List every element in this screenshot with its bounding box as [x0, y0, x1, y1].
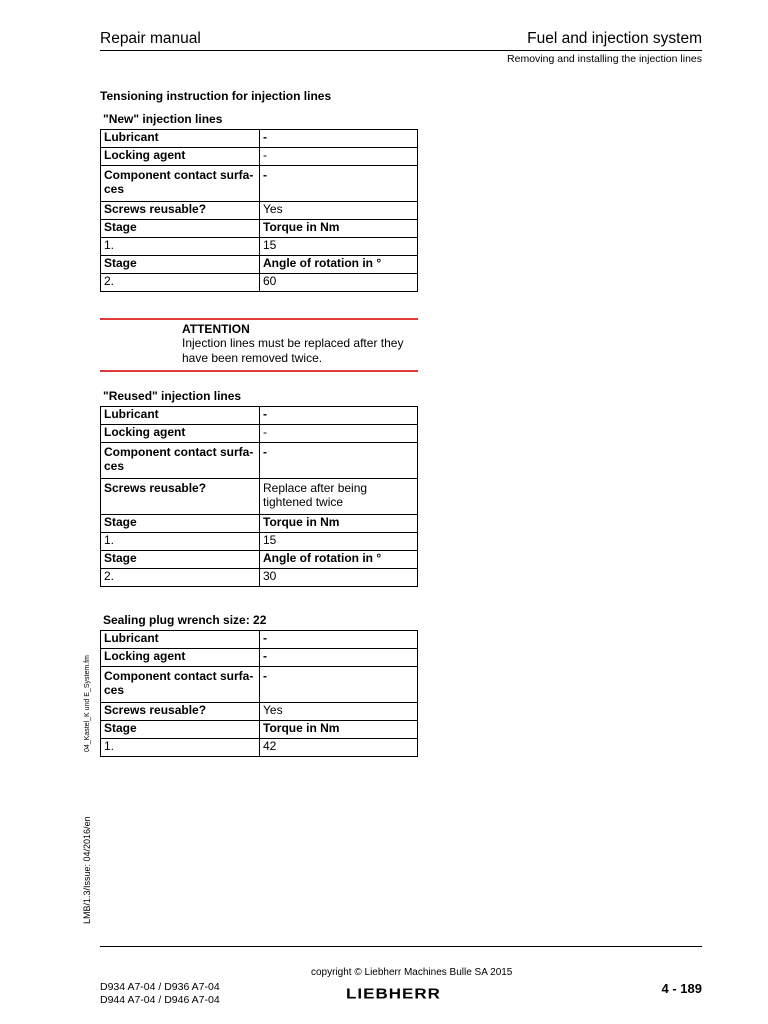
table-row [101, 407, 418, 425]
cell-value: 15 [260, 533, 418, 551]
cell-label: 1. [101, 739, 260, 757]
cell-value: - [260, 425, 418, 443]
cell-value: - [260, 631, 418, 649]
cell-value: Yes [260, 202, 418, 220]
cell-value: Replace after being tightened twice [260, 479, 418, 515]
attention-box [100, 318, 418, 372]
table-row [101, 739, 418, 757]
cell-label: Lubricant [101, 631, 260, 649]
cell-value: 60 [260, 274, 418, 292]
table-row [101, 425, 418, 443]
cell-value: - [260, 148, 418, 166]
cell-value: Angle of rotation in ° [260, 256, 418, 274]
cell-value: 15 [260, 238, 418, 256]
cell-value: 30 [260, 569, 418, 587]
attention-title: ATTENTION [182, 322, 250, 336]
cell-value: Angle of rotation in ° [260, 551, 418, 569]
table-row [101, 703, 418, 721]
table-row [101, 238, 418, 256]
cell-value: - [260, 407, 418, 425]
cell-label: Locking agent [101, 425, 260, 443]
cell-label: Component contact surfa- ces [101, 667, 260, 703]
header-right-title: Fuel and injection system [527, 30, 702, 47]
cell-label: Locking agent [101, 148, 260, 166]
table-row [101, 479, 418, 515]
table-reused [100, 406, 418, 587]
attention-text: Injection lines must be replaced after they have been removed twice. [182, 336, 404, 365]
table-plug [100, 630, 418, 757]
cell-value: - [260, 130, 418, 148]
cell-value: - [260, 443, 418, 479]
cell-label: Stage [101, 721, 260, 739]
table-row [101, 220, 418, 238]
table-row [101, 274, 418, 292]
table-row [101, 515, 418, 533]
header-rule [100, 50, 702, 51]
table-row [101, 721, 418, 739]
table-row [101, 667, 418, 703]
footer-models-line1: D934 A7-04 / D936 A7-04 [100, 981, 220, 993]
cell-label: 1. [101, 533, 260, 551]
table-row [101, 256, 418, 274]
cell-value: Torque in Nm [260, 220, 418, 238]
table-row [101, 569, 418, 587]
cell-label: Stage [101, 220, 260, 238]
table-row [101, 148, 418, 166]
cell-value: - [260, 166, 418, 202]
cell-label: Stage [101, 515, 260, 533]
cell-label: Screws reusable? [101, 479, 260, 515]
table-row [101, 631, 418, 649]
cell-label: Lubricant [101, 407, 260, 425]
liebherr-logo: LIEBHERR [346, 985, 441, 1002]
cell-label: Lubricant [101, 130, 260, 148]
cell-label: Stage [101, 256, 260, 274]
cell-value: Yes [260, 703, 418, 721]
header-left-title: Repair manual [100, 30, 201, 47]
cell-label: 2. [101, 569, 260, 587]
cell-label: Component contact surfa- ces [101, 443, 260, 479]
cell-label: 2. [101, 274, 260, 292]
table-row [101, 166, 418, 202]
section-title-plug: Sealing plug wrench size: 22 [103, 613, 267, 627]
cell-label: Locking agent [101, 649, 260, 667]
cell-value: 42 [260, 739, 418, 757]
section-title-new: "New" injection lines [103, 112, 223, 126]
table-new [100, 129, 418, 292]
footer-copyright: copyright © Liebherr Machines Bulle SA 2015 [311, 967, 513, 978]
table-row [101, 649, 418, 667]
table-row [101, 551, 418, 569]
table-row [101, 443, 418, 479]
section-title-reused: "Reused" injection lines [103, 389, 242, 403]
cell-value: Torque in Nm [260, 721, 418, 739]
table-row [101, 202, 418, 220]
cell-value: - [260, 667, 418, 703]
cell-label: Component contact surfa- ces [101, 166, 260, 202]
side-file-label: 04_Kastel_K und E_System.fm [84, 655, 91, 752]
cell-value: - [260, 649, 418, 667]
header-subtitle: Removing and installing the injection lines [507, 53, 702, 65]
table-row [101, 130, 418, 148]
main-heading: Tensioning instruction for injection lines [100, 89, 332, 103]
cell-label: 1. [101, 238, 260, 256]
side-issue-label: LMB/1.3/Issue: 04/2016/en [82, 816, 92, 924]
footer-rule [100, 946, 702, 947]
table-row [101, 533, 418, 551]
cell-label: Stage [101, 551, 260, 569]
footer-models-line2: D944 A7-04 / D946 A7-04 [100, 994, 220, 1006]
cell-label: Screws reusable? [101, 202, 260, 220]
cell-value: Torque in Nm [260, 515, 418, 533]
page-number: 4 - 189 [661, 981, 702, 996]
cell-label: Screws reusable? [101, 703, 260, 721]
